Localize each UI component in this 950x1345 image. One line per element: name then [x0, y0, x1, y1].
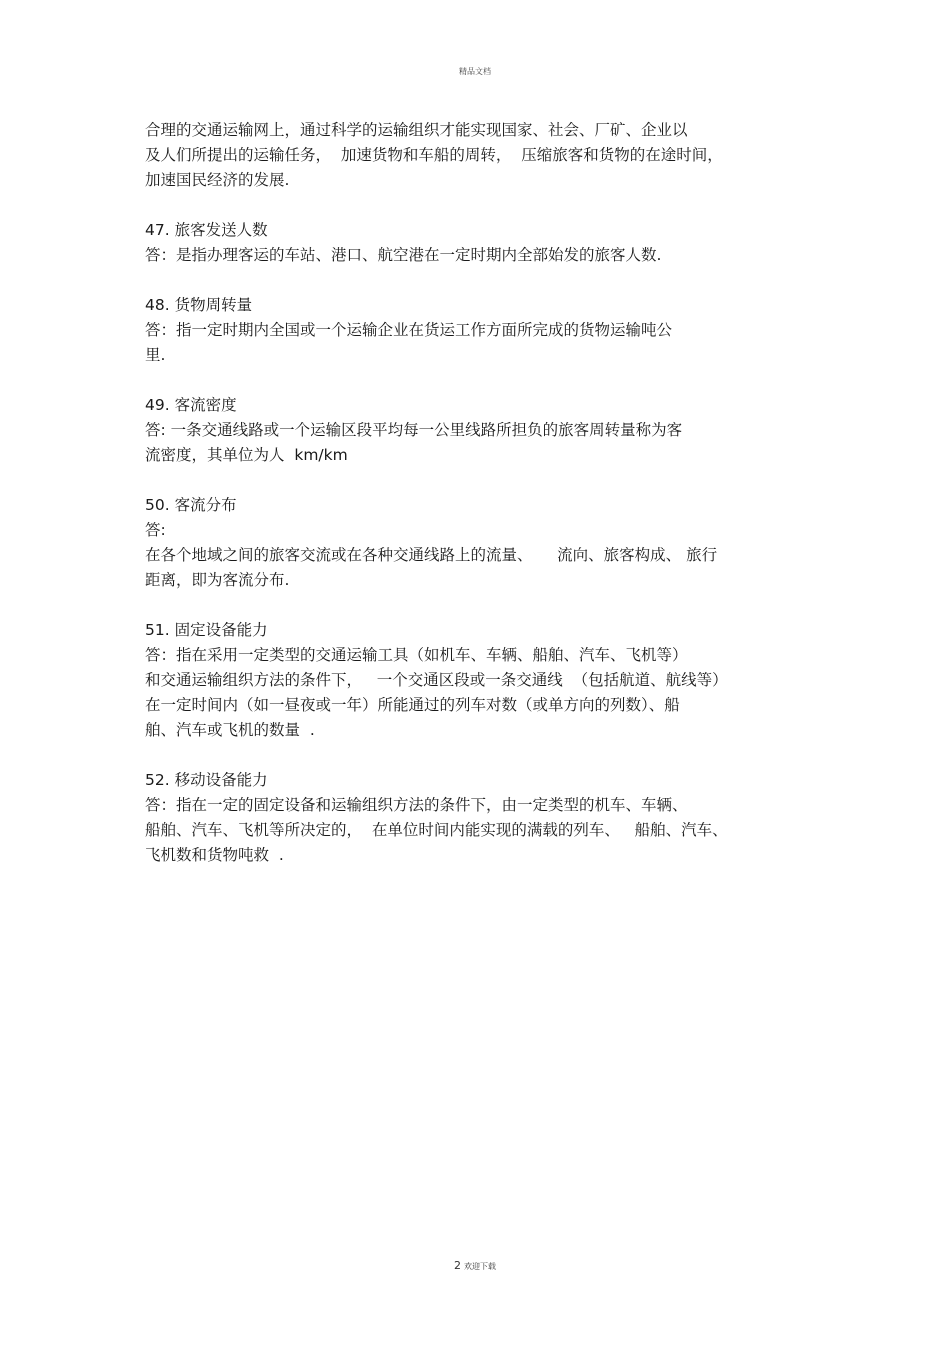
entry-answer-line: 答：指在一定的固定设备和运输组织方法的条件下，由一定类型的机车、车辆、 [145, 796, 688, 814]
entry-title: 48. 货物周转量 [145, 296, 253, 314]
document-body [145, 118, 825, 868]
text-line: 合理的交通运输网上，通过科学的运输组织才能实现国家、社会、厂矿、企业以 [145, 121, 688, 139]
text-line: 加速国民经济的发展. [145, 171, 290, 189]
entry-answer-line: 在一定时间内（如一昼夜或一年）所能通过的列车对数（或单方向的列数）、船 [145, 696, 680, 714]
entry-answer-line: 答：是指办理客运的车站、港口、航空港在一定时期内全部始发的旅客人数. [145, 246, 662, 264]
entry-48 [145, 293, 825, 368]
page-footer [0, 1259, 950, 1272]
entry-title: 50. 客流分布 [145, 496, 237, 514]
entry-answer-line: 里. [145, 346, 166, 364]
entry-answer-line: 答: [145, 521, 166, 539]
entry-47 [145, 218, 825, 268]
text-line: 及人们所提出的运输任务， 加速货物和车船的周转， 压缩旅客和货物的在途时间， [145, 146, 723, 164]
entry-answer-line: 在各个地域之间的旅客交流或在各种交通线路上的流量、 流向、旅客构成、 旅行 [145, 546, 718, 564]
entry-answer-line: 舶、汽车或飞机的数量 . [145, 721, 315, 739]
entry-answer-line: 答：指在采用一定类型的交通运输工具（如机车、车辆、船舶、汽车、飞机等） [145, 646, 688, 664]
entry-answer-line: 答：指一定时期内全国或一个运输企业在货运工作方面所完成的货物运输吨公 [145, 321, 673, 339]
entry-answer-line: 答: 一条交通线路或一个运输区段平均每一公里线路所担负的旅客周转量称为客 [145, 421, 683, 439]
entry-answer-line: 船舶、汽车、飞机等所决定的， 在单位时间内能实现的满载的列车、 船舶、汽车、 [145, 821, 728, 839]
entry-52 [145, 768, 825, 868]
page-header: 精品文档 [459, 67, 491, 76]
paragraph-continuation [145, 118, 825, 193]
entry-51 [145, 618, 825, 743]
entry-answer-line: 流密度，其单位为人 km/km [145, 446, 348, 464]
entry-title: 51. 固定设备能力 [145, 621, 268, 639]
footer-text: 欢迎下载 [464, 1262, 496, 1271]
entry-49 [145, 393, 825, 468]
entry-answer-line: 和交通运输组织方法的条件下， 一个交通区段或一条交通线 （包括航道、航线等） [145, 671, 728, 689]
entry-50 [145, 493, 825, 593]
entry-answer-line: 飞机数和货物吨救 . [145, 846, 284, 864]
entry-answer-line: 距离，即为客流分布. [145, 571, 290, 589]
entry-title: 52. 移动设备能力 [145, 771, 268, 789]
entry-title: 47. 旅客发送人数 [145, 221, 268, 239]
page-number: 2 [454, 1259, 461, 1272]
entry-title: 49. 客流密度 [145, 396, 237, 414]
